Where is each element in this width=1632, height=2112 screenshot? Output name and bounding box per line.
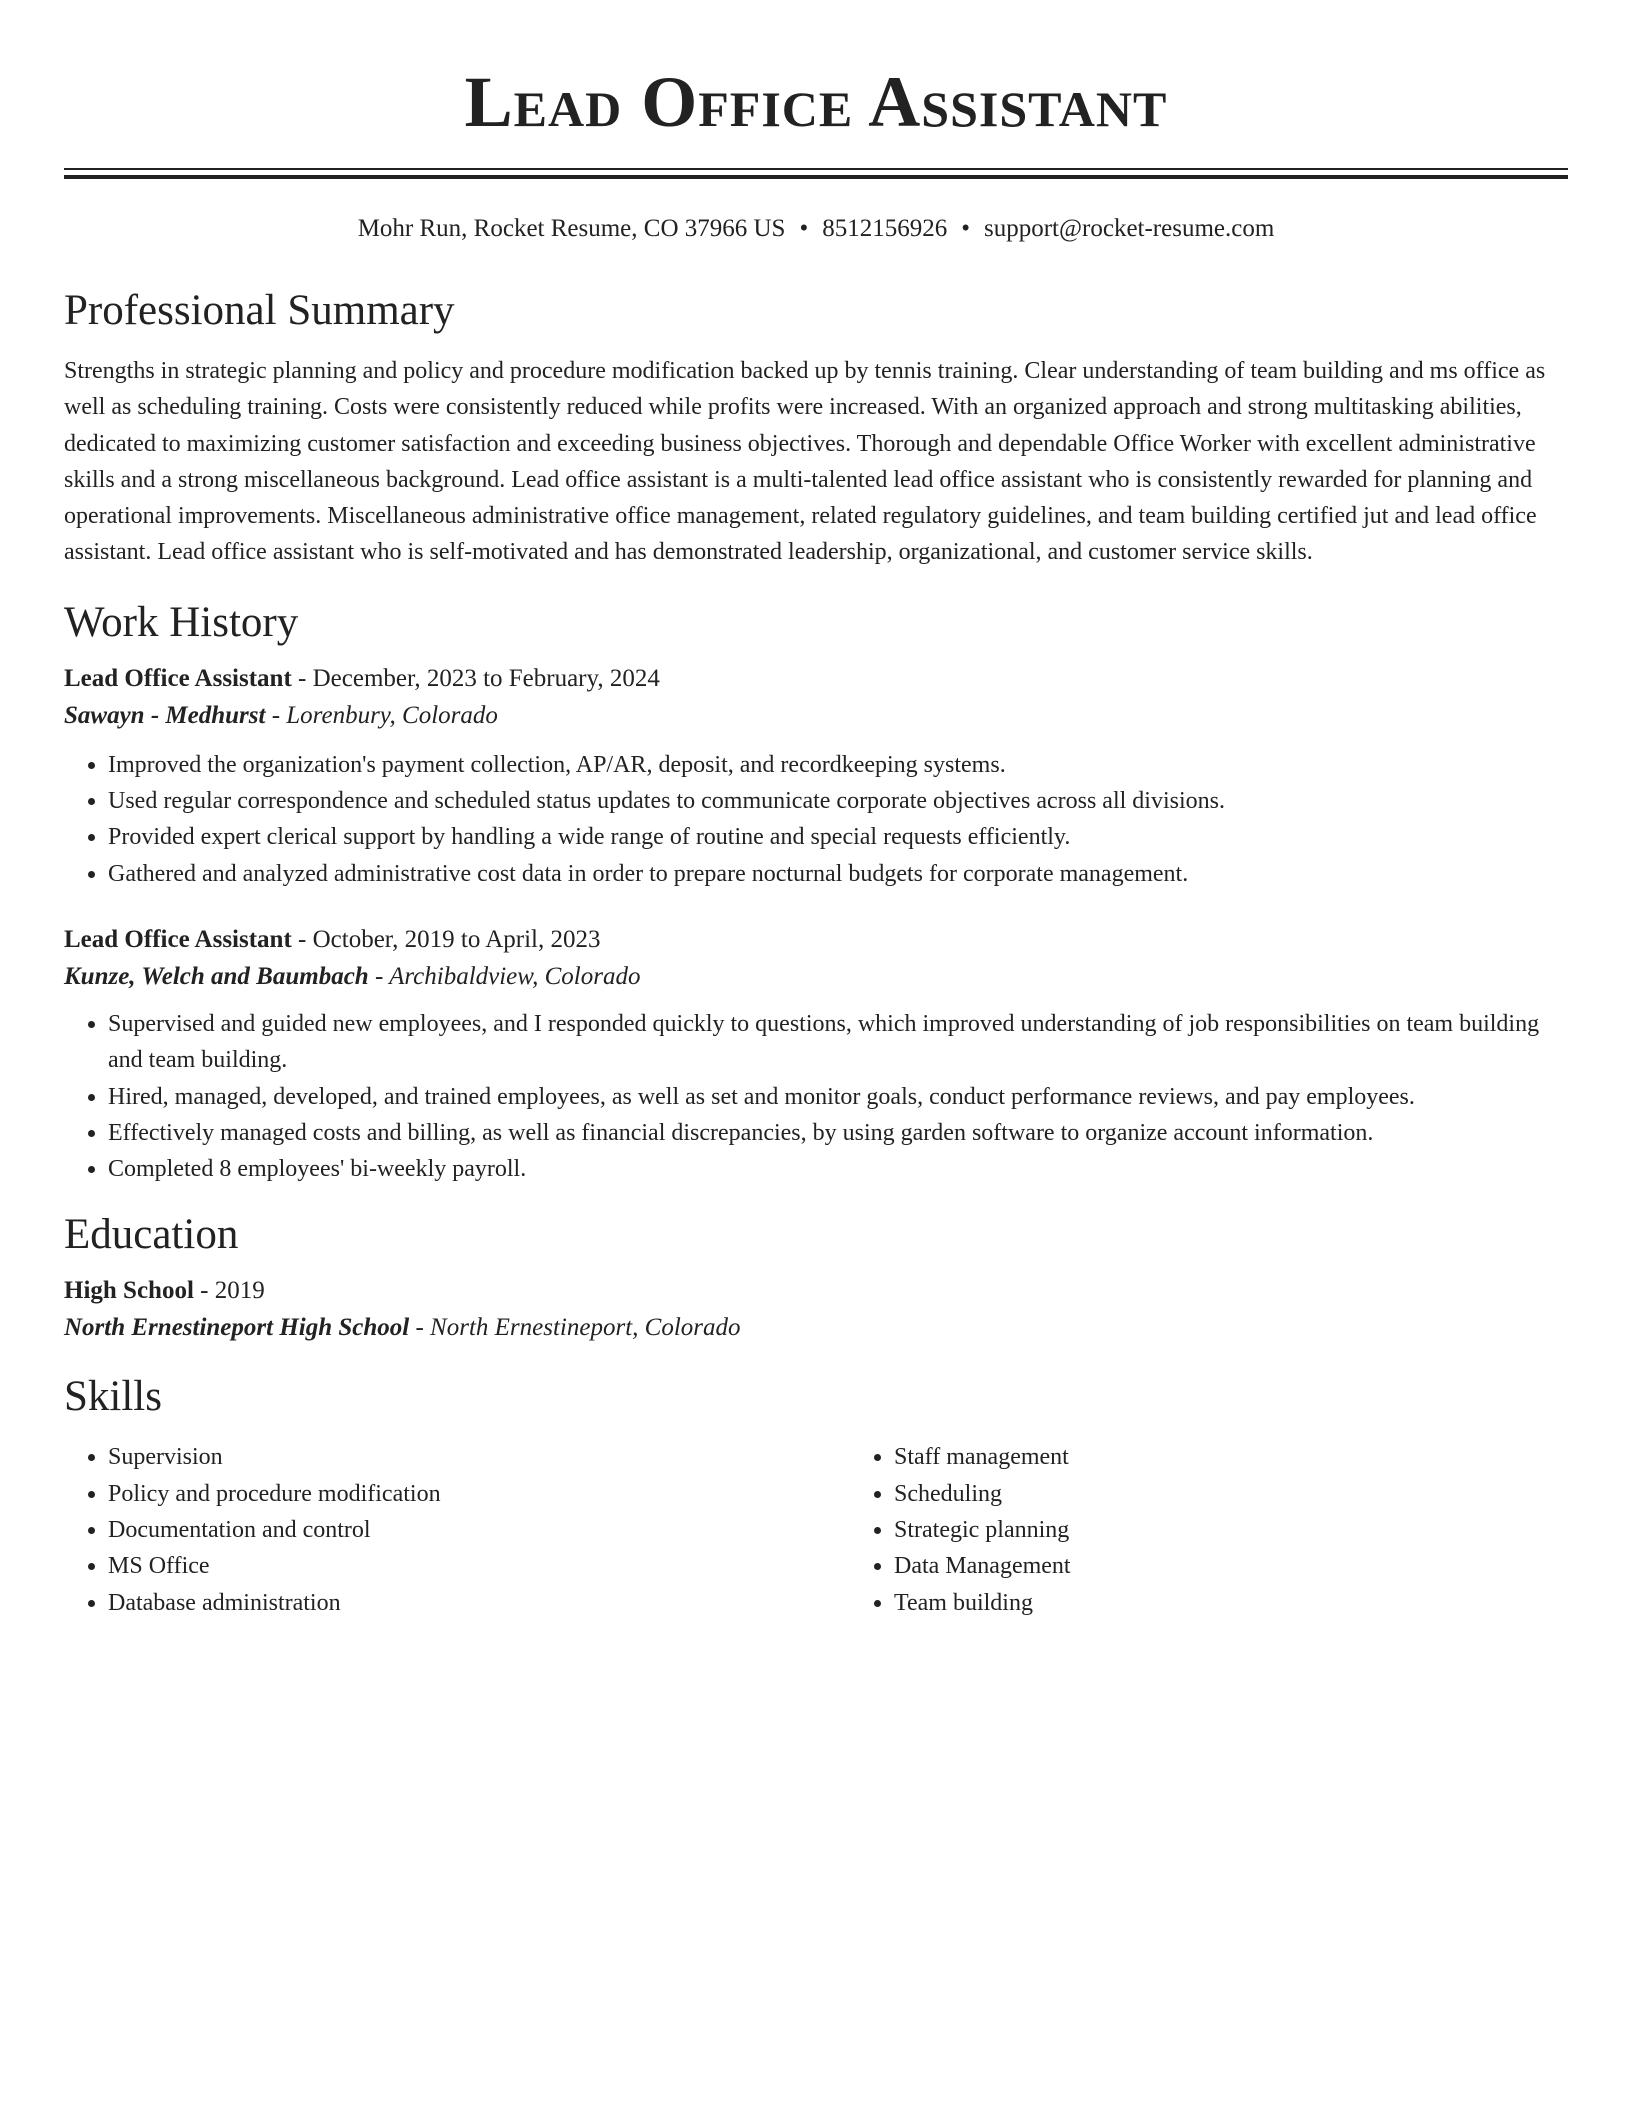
- education-degree-line: [64, 1273, 1568, 1309]
- skill-item: • Policy and procedure modification: [108, 1476, 850, 1512]
- education-degree: High School: [64, 1277, 194, 1305]
- education-location: - North Ernestineport, Colorado: [409, 1314, 741, 1342]
- work-history-heading: Work History: [64, 598, 299, 646]
- resume-title: Lead Office Assistant: [464, 62, 1168, 142]
- education-school-line: [64, 1309, 1568, 1347]
- skills-list-left: [64, 1439, 850, 1620]
- skills-columns: [64, 1439, 1568, 1620]
- job-entry: [64, 661, 1568, 892]
- contact-email: support@rocket-resume.com: [984, 215, 1275, 242]
- job-bullet: • Completed 8 employees' bi-weekly payroll.: [108, 1151, 1568, 1187]
- contact-phone: 8512156926: [822, 215, 948, 242]
- skill-item: • Strategic planning: [894, 1512, 1632, 1548]
- job-bullet: • Supervised and guided new employees, and I responded quickly to questions, which improved understanding of job responsibilities on team building and team building.: [108, 1006, 1568, 1079]
- job-title: Lead Office Assistant: [64, 925, 292, 953]
- job-title: Lead Office Assistant: [64, 664, 292, 692]
- skill-item: • Team building: [894, 1585, 1632, 1621]
- skill-item: • Scheduling: [894, 1476, 1632, 1512]
- job-bullet: • Used regular correspondence and scheduled status updates to communicate corporate objectives across all divisions.: [108, 783, 1568, 819]
- skill-item: • MS Office: [108, 1548, 850, 1584]
- contact-line: [64, 213, 1568, 245]
- education-heading: Education: [64, 1211, 239, 1259]
- job-company-line: [64, 958, 1568, 996]
- job-title-line: [64, 661, 1568, 697]
- job-bullet: • Gathered and analyzed administrative cost data in order to prepare nocturnal budgets for corporate management.: [108, 856, 1568, 892]
- job-dates: - December, 2023 to February, 2024: [291, 664, 660, 692]
- job-bullet-list: [64, 747, 1568, 892]
- contact-separator: •: [799, 215, 809, 242]
- skill-item: • Staff management: [894, 1439, 1632, 1475]
- skill-item: • Documentation and control: [108, 1512, 850, 1548]
- job-company-line: [64, 697, 1568, 735]
- job-bullet: • Provided expert clerical support by handling a wide range of routine and special requests efficiently.: [108, 819, 1568, 855]
- job-entry: [64, 922, 1568, 1187]
- job-title-line: [64, 922, 1568, 958]
- job-bullet: • Improved the organization's payment collection, AP/AR, deposit, and recordkeeping systems.: [108, 747, 1568, 783]
- education-year: - 2019: [193, 1277, 265, 1305]
- contact-separator: •: [961, 215, 970, 242]
- skills-heading: Skills: [64, 1373, 162, 1421]
- education-school: North Ernestineport High School: [64, 1314, 410, 1342]
- job-company: Kunze, Welch and Baumbach: [64, 962, 369, 990]
- education-entry: [64, 1273, 1568, 1347]
- job-location: - Archibaldview, Colorado: [368, 962, 641, 990]
- job-location: - Lorenbury, Colorado: [265, 701, 498, 729]
- summary-heading: Professional Summary: [64, 287, 455, 334]
- title-divider: [64, 168, 1568, 179]
- summary-text: Strengths in strategic planning and policy and procedure modification backed up by tennis training. Clear understanding of team building and ms office as well as scheduling training. Costs were consistently reduced while profits were increased. With an organized approach and strong multitasking abilities, dedicated to maximizing customer satisfaction and exceeding business objectives. Thorough and dependable Office Worker with excellent administrative skills and a strong miscellaneous background. Lead office assistant is a multi-talented lead office assistant who is consistently rewarded for planning and operational improvements. Miscellaneous administrative office management, related regulatory guidelines, and team building certified jut and lead office assistant. Lead office assistant who is self-motivated and has demonstrated leadership, organizational, and customer service skills.: [64, 358, 1546, 566]
- job-company: Sawayn - Medhurst: [64, 701, 266, 729]
- skill-item: • Data Management: [894, 1548, 1632, 1584]
- skills-list-right: [850, 1439, 1632, 1620]
- contact-address: Mohr Run, Rocket Resume, CO 37966 US: [357, 215, 786, 242]
- job-bullet: • Hired, managed, developed, and trained employees, as well as set and monitor goals, conduct performance reviews, and pay employees.: [108, 1079, 1568, 1115]
- job-bullet: • Effectively managed costs and billing, as well as financial discrepancies, by using garden software to organize account information.: [108, 1115, 1568, 1151]
- job-dates: - October, 2019 to April, 2023: [291, 925, 601, 953]
- skill-item: • Supervision: [108, 1439, 850, 1475]
- skill-item: • Database administration: [108, 1585, 850, 1621]
- job-bullet-list: [64, 1006, 1568, 1187]
